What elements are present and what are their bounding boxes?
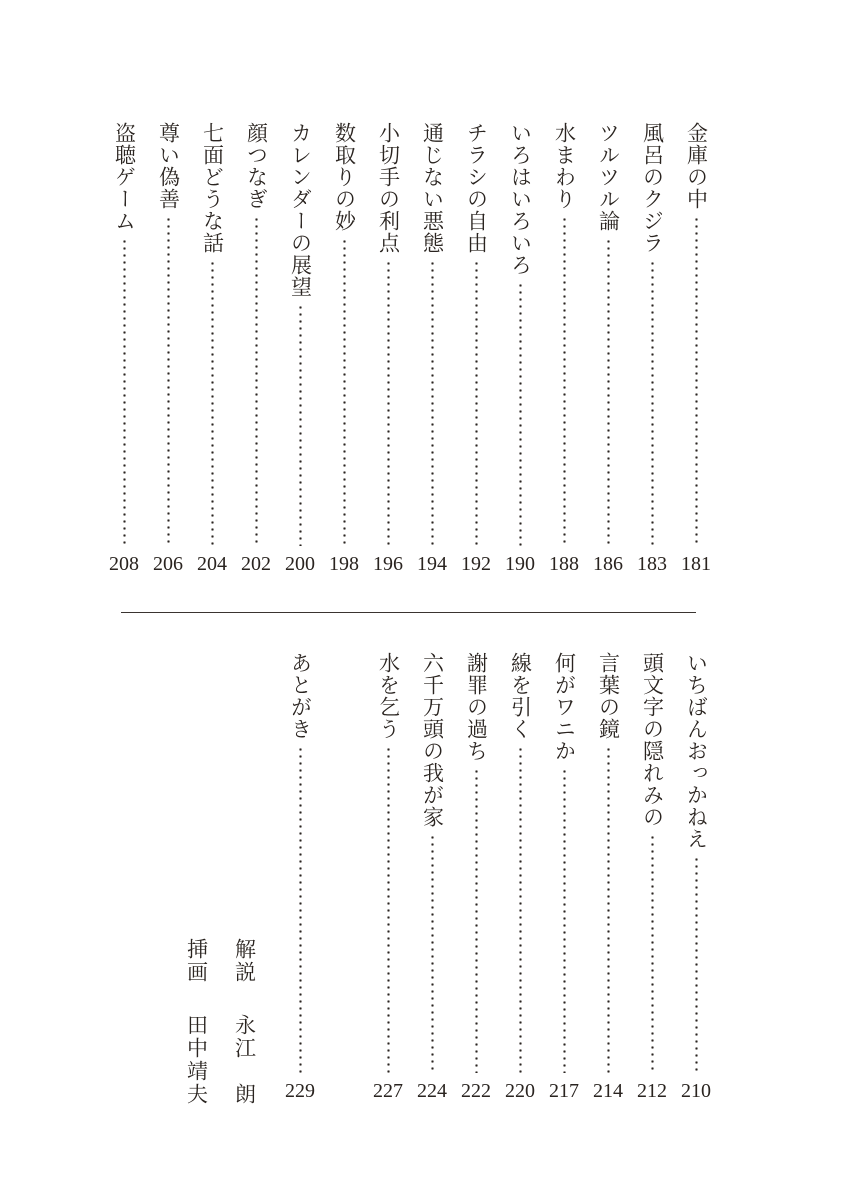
toc-entry[interactable] xyxy=(636,652,668,1101)
toc-entry[interactable] xyxy=(284,652,316,1101)
toc-entry-title: 水を乞う xyxy=(376,652,401,740)
toc-entry-title: 頭文字の隠れみの xyxy=(640,652,665,828)
dot-leader xyxy=(563,216,566,546)
dot-leader xyxy=(431,260,434,546)
toc-entry[interactable] xyxy=(152,122,184,574)
toc-entry-page: 212 xyxy=(637,1080,667,1102)
dot-leader xyxy=(651,834,654,1073)
toc-entry[interactable] xyxy=(416,652,448,1101)
dot-leader xyxy=(607,238,610,546)
dot-leader xyxy=(255,216,258,546)
toc-entry[interactable] xyxy=(504,652,536,1101)
toc-entry[interactable] xyxy=(284,122,316,574)
toc-entry-page: 202 xyxy=(241,553,271,575)
toc-entry-title: 数取りの妙 xyxy=(332,122,357,232)
toc-entry-title: いちばんおっかねえ xyxy=(684,652,709,850)
toc-entry-title: 通じない悪態 xyxy=(420,122,445,254)
toc-entry-page: 192 xyxy=(461,553,491,575)
toc-entry[interactable] xyxy=(592,122,624,574)
credit-name: 田中靖夫 xyxy=(184,1014,209,1106)
toc-entry-page: 206 xyxy=(153,553,183,575)
toc-entry[interactable] xyxy=(460,122,492,574)
dot-leader xyxy=(211,260,214,546)
toc-entry[interactable] xyxy=(460,652,492,1101)
toc-entry-page: 227 xyxy=(373,1080,403,1102)
toc-entry[interactable] xyxy=(504,122,536,574)
toc-entry-page: 224 xyxy=(417,1080,447,1102)
toc-entry-page: 190 xyxy=(505,553,535,575)
toc-entry[interactable] xyxy=(196,122,228,574)
toc-entry-title: 線を引く xyxy=(508,652,533,740)
toc-entry-title: 盗聴ゲーム xyxy=(112,122,137,232)
toc-entry[interactable] xyxy=(680,652,712,1101)
dot-leader xyxy=(167,216,170,546)
toc-entry-page: 220 xyxy=(505,1080,535,1102)
credit-role: 挿画 xyxy=(184,938,209,984)
toc-entry[interactable] xyxy=(416,122,448,574)
dot-leader xyxy=(519,282,522,546)
toc-entry-title: あとがき xyxy=(288,652,313,740)
toc-entry[interactable] xyxy=(372,122,404,574)
toc-entry-page: 198 xyxy=(329,553,359,575)
toc-entry-title: 小切手の利点 xyxy=(376,122,401,254)
toc-entry[interactable] xyxy=(592,652,624,1101)
toc-entry-page: 214 xyxy=(593,1080,623,1102)
dot-leader xyxy=(431,834,434,1073)
toc-entry-page: 204 xyxy=(197,553,227,575)
toc-entry-title: 七面どうな話 xyxy=(200,122,225,254)
toc-entry-title: 何がワニか xyxy=(552,652,577,762)
toc-entry-page: 208 xyxy=(109,553,139,575)
toc-entry-page: 183 xyxy=(637,553,667,575)
credit-commentary xyxy=(228,938,260,1106)
credit-role: 解説 xyxy=(232,938,257,984)
section-divider xyxy=(121,612,696,613)
toc-entry[interactable] xyxy=(108,122,140,574)
toc-entry[interactable] xyxy=(548,122,580,574)
dot-leader xyxy=(519,746,522,1073)
dot-leader xyxy=(695,856,698,1073)
toc-entry-page: 196 xyxy=(373,553,403,575)
dot-leader xyxy=(607,746,610,1073)
toc-entry-title: ツルツル論 xyxy=(596,122,621,232)
toc-entry-title: 尊い偽善 xyxy=(156,122,181,210)
toc-entry[interactable] xyxy=(636,122,668,574)
dot-leader xyxy=(299,304,302,546)
toc-entry-title: いろはいろいろ xyxy=(508,122,533,276)
toc-entry[interactable] xyxy=(548,652,580,1101)
toc-entry-title: 顔つなぎ xyxy=(244,122,269,210)
toc-entry-title: 金庫の中 xyxy=(684,122,709,210)
dot-leader xyxy=(651,260,654,546)
dot-leader xyxy=(299,746,302,1073)
toc-entry-page: 217 xyxy=(549,1080,579,1102)
toc-entry-page: 200 xyxy=(285,553,315,575)
toc-entry-title: カレンダーの展望 xyxy=(288,122,313,298)
toc-entry-page: 210 xyxy=(681,1080,711,1102)
toc-entry-title: チラシの自由 xyxy=(464,122,489,254)
toc-entry-page: 181 xyxy=(681,553,711,575)
credit-name: 永江 朗 xyxy=(232,1014,257,1106)
dot-leader xyxy=(475,768,478,1073)
toc-entry-title: 風呂のクジラ xyxy=(640,122,665,254)
toc-entry-page: 194 xyxy=(417,553,447,575)
toc-entry-page: 186 xyxy=(593,553,623,575)
credit-illustration xyxy=(180,938,212,1106)
dot-leader xyxy=(695,216,698,546)
dot-leader xyxy=(563,768,566,1073)
toc-entry-title: 言葉の鏡 xyxy=(596,652,621,740)
toc-entry[interactable] xyxy=(372,652,404,1101)
toc-entry-page: 229 xyxy=(285,1080,315,1102)
toc-entry-page: 188 xyxy=(549,553,579,575)
dot-leader xyxy=(123,238,126,546)
toc-entry-title: 水まわり xyxy=(552,122,577,210)
dot-leader xyxy=(387,746,390,1073)
toc-entry-page: 222 xyxy=(461,1080,491,1102)
dot-leader xyxy=(387,260,390,546)
toc-entry-title: 六千万頭の我が家 xyxy=(420,652,445,828)
dot-leader xyxy=(343,238,346,546)
toc-entry-title: 謝罪の過ち xyxy=(464,652,489,762)
toc-entry[interactable] xyxy=(240,122,272,574)
toc-entry[interactable] xyxy=(328,122,360,574)
toc-entry[interactable] xyxy=(680,122,712,574)
dot-leader xyxy=(475,260,478,546)
